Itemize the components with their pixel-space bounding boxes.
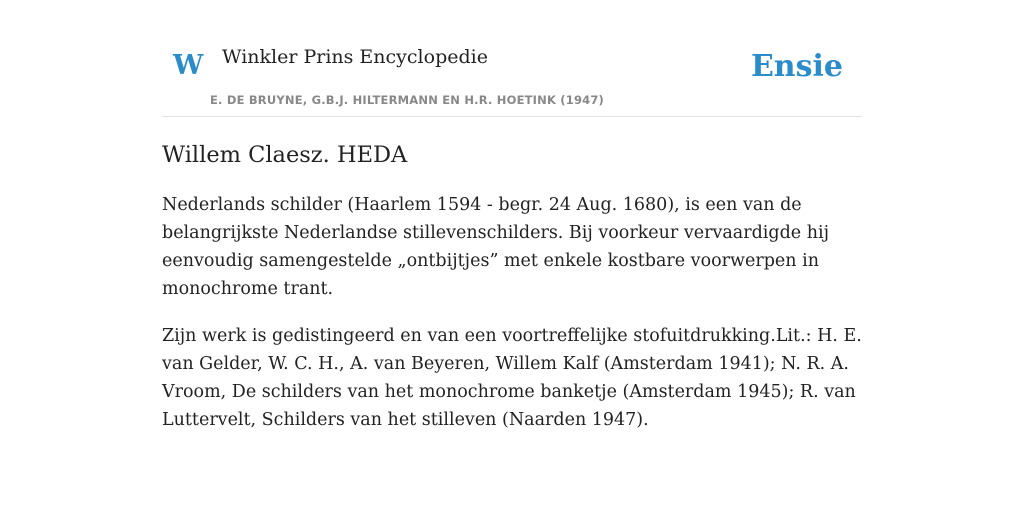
article-paragraph: Nederlands schilder (Haarlem 1594 - begr. 24 Aug. 1680), is een van de belangrijkste Nederlandse stillevenschilders. Bij voorkeur vervaardigde hij eenvoudig samengestelde „ontbijtjes” met enkele kostbare voorwerpen in monochrome trant. <box>162 195 830 299</box>
article-paragraph: Zijn werk is gedistingeerd en van een voortreffelijke stofuitdrukking.Lit.: H. E. van Gelder, W. C. H., A. van Beyeren, Willem Kalf (Amsterdam 1941); N. R. A. Vroom, De schilders van het monochrome banketje (Amsterdam 1945); R. van Luttervelt, Schilders van het stilleven (Naarden 1947). <box>162 326 862 430</box>
encyclopedia-header <box>162 0 862 117</box>
winkler-prins-logo[interactable]: W <box>173 50 204 81</box>
article-headword: Willem Claesz. HEDA <box>162 142 408 168</box>
article <box>162 139 862 453</box>
encyclopedia-authors: E. DE BRUYNE, G.B.J. HILTERMANN EN H.R. HOETINK (1947) <box>210 93 605 107</box>
ensie-logo-link[interactable]: Ensie <box>750 49 843 84</box>
encyclopedia-title[interactable]: Winkler Prins Encyclopedie <box>222 46 488 68</box>
